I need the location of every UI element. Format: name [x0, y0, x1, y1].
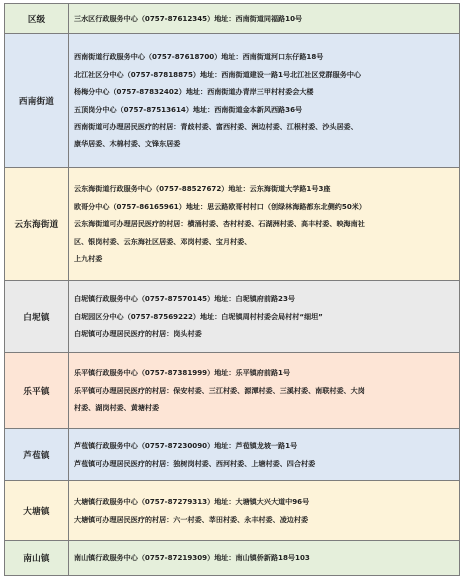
section-row — [5, 429, 460, 481]
detail-line: 村委、湖岗村委、黄塘村委 — [74, 403, 160, 413]
district-name: 西南街道 — [5, 34, 69, 168]
detail-line: 欧哥分中心（0757-86165961）地址：思云路欧哥村村口（创绿林海路都东北侧约50米） — [74, 201, 366, 211]
district-name: 乐平镇 — [5, 353, 69, 429]
section-row — [5, 168, 460, 281]
district-name: 大塘镇 — [5, 481, 69, 541]
district-column-header: 区级 — [5, 4, 69, 34]
section-row — [5, 281, 460, 353]
detail-line: 南山镇行政服务中心（0757-87219309）地址：南山镇侨新路18号103 — [74, 553, 310, 563]
district-details — [69, 34, 460, 168]
section-row — [5, 481, 460, 541]
detail-line: 白坭镇可办理居民医疗的村居：岗头村委 — [74, 329, 202, 339]
section-row — [5, 541, 460, 576]
district-name: 南山镇 — [5, 541, 69, 576]
detail-line: 云东海街道可办理居民医疗的村居：横涌村委、杏村村委、石湖洲村委、高丰村委、映海南社 — [74, 219, 365, 229]
detail-line: 大塘镇可办理居民医疗的村居：六一村委、莘田村委、永丰村委、凌边村委 — [74, 514, 309, 524]
district-details — [69, 429, 460, 481]
section-row — [5, 34, 460, 168]
detail-line: 五顶岗分中心（0757-87513614）地址：西南街道金本新风西路36号 — [74, 104, 303, 114]
detail-line: 乐平镇行政服务中心（0757-87381999）地址：乐平镇府前路1号 — [74, 368, 291, 378]
district-details — [69, 281, 460, 353]
district-name: 云东海街道 — [5, 168, 69, 281]
district-details — [69, 168, 460, 281]
detail-line: 上九村委 — [74, 254, 103, 264]
detail-line: 北江社区分中心（0757-87818875）地址：西南街道建设一路1号北江社区党群服务中心 — [74, 69, 362, 79]
header-row — [5, 4, 460, 34]
district-details — [69, 481, 460, 541]
detail-line: 云东海街道行政服务中心（0757-88527672）地址：云东海街道大学路1号3座 — [74, 184, 331, 194]
detail-line: 白坭园区分中心（0757-87569222）地址：白坭镇周村村委会局村村“细坦” — [74, 311, 323, 321]
district-details — [69, 541, 460, 576]
detail-line: 大塘镇行政服务中心（0757-87279313）地址：大塘镇大兴大道中96号 — [74, 497, 310, 507]
detail-line: 西南街道行政服务中心（0757-87618700）地址：西南街道河口东仔路18号 — [74, 52, 324, 62]
service-center-table — [4, 3, 460, 576]
detail-line: 白坭镇行政服务中心（0757-87570145）地址：白坭镇府前路23号 — [74, 294, 296, 304]
detail-line: 乐平镇可办理居民医疗的村居：保安村委、三江村委、源潭村委、三溪村委、南联村委、大岗 — [74, 385, 365, 395]
district-details — [69, 353, 460, 429]
detail-line: 康华居委、木棉村委、文锋东居委 — [74, 139, 181, 149]
detail-line: 区、银岗村委、云东海社区居委、邓岗村委、宝月村委、 — [74, 236, 252, 246]
detail-line: 芦苞镇可办理居民医疗的村居：独树岗村委、西河村委、上塘村委、四合村委 — [74, 458, 316, 468]
district-name: 芦苞镇 — [5, 429, 69, 481]
detail-line: 杨梅分中心（0757-87832402）地址：西南街道办青岸三甲村村委会大楼 — [74, 87, 314, 97]
district-name: 白坭镇 — [5, 281, 69, 353]
district-service-center-line: 三水区行政服务中心（0757-87612345）地址：西南街道同福路10号 — [69, 4, 460, 34]
detail-line: 西南街道可办理居民医疗的村居：青歧村委、富西村委、洲边村委、江根村委、沙头居委、 — [74, 121, 358, 131]
section-row — [5, 353, 460, 429]
detail-line: 芦苞镇行政服务中心（0757-87230090）地址：芦苞镇龙坡一路1号 — [74, 441, 298, 451]
